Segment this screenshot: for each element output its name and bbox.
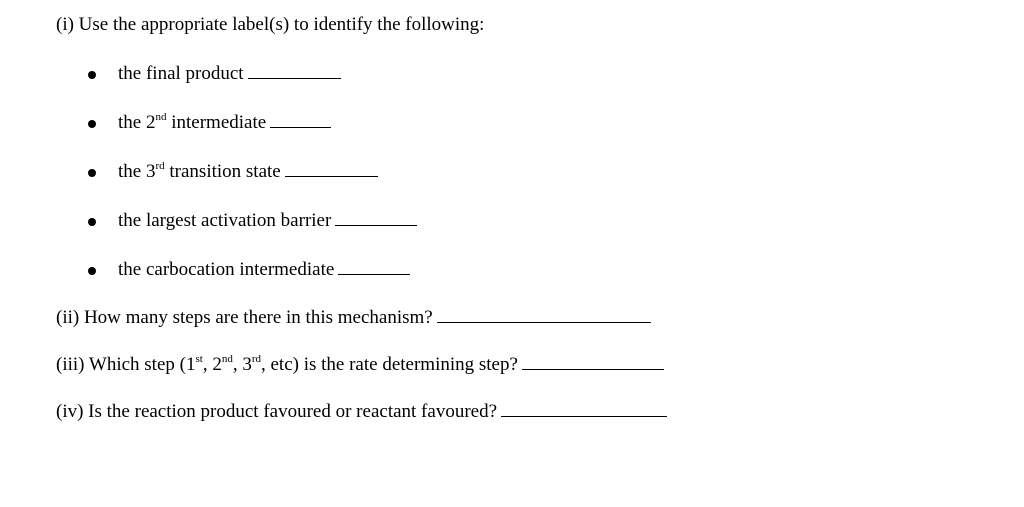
answer-blank[interactable] [437,321,651,323]
part-iii-sup3: rd [251,353,261,365]
answer-blank[interactable] [501,415,667,417]
answer-blank[interactable] [248,77,341,79]
answer-blank[interactable] [285,175,378,177]
part-iii-sup1: st [195,353,203,365]
part-iii-mid2: , 3 [232,354,252,375]
bullet-icon [88,267,96,275]
bullet-icon [88,218,96,226]
item-carbocation-intermediate [118,259,410,281]
part-iv-text: (iv) Is the reaction product favoured or reactant favoured? [56,401,498,422]
item-label: the carbocation intermediate [118,259,335,280]
item-label: the largest activation barrier [118,210,332,231]
part-iii-question [56,354,664,376]
item-3rd-transition-state [118,161,378,183]
bullet-icon [88,71,96,79]
part-iv-question [56,401,667,423]
bullet-icon [88,169,96,177]
part-ii-text: (ii) How many steps are there in this mechanism? [56,307,433,328]
part-i-heading-text: (i) Use the appropriate label(s) to identify the following: [56,14,485,35]
answer-blank[interactable] [522,368,664,370]
item-label-post: transition state [164,161,281,182]
part-iii-mid1: , 2 [202,354,222,375]
answer-blank[interactable] [270,126,331,128]
item-2nd-intermediate [118,112,331,134]
item-largest-activation-barrier [118,210,417,232]
part-iii-pre: (iii) Which step (1 [56,354,196,375]
part-iii-sup2: nd [221,353,233,365]
part-iii-post: , etc) is the rate determining step? [261,354,518,375]
item-label-post: intermediate [166,112,267,133]
answer-blank[interactable] [338,273,410,275]
item-label: the final product [118,63,244,84]
answer-blank[interactable] [335,224,417,226]
part-ii-question [56,307,651,329]
bullet-icon [88,120,96,128]
item-final-product [118,63,341,85]
item-label-pre: the 3 [118,161,156,182]
item-label-sup: rd [155,160,165,172]
item-label-sup: nd [155,111,167,123]
item-label-pre: the 2 [118,112,156,133]
part-i-heading [56,14,484,36]
